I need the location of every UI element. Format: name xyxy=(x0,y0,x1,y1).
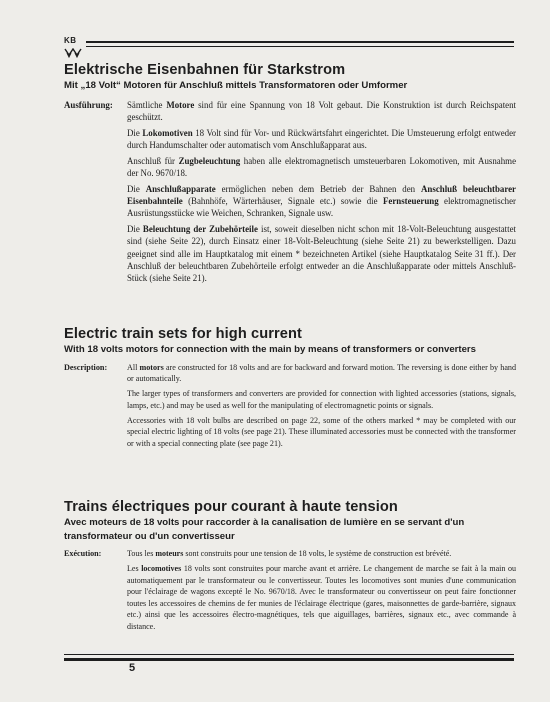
section-english xyxy=(64,326,516,453)
paragraph xyxy=(127,155,516,180)
bold-text: Anschlußapparate xyxy=(145,183,216,194)
description xyxy=(127,99,516,289)
term-label: Ausführung: xyxy=(64,99,113,110)
term-label: Description: xyxy=(64,362,108,372)
text: 18 Volt sind für Vor- und Rückwärtsfahrt eingerichtet. Die Umsteuerung erfolgt entweder durch Handumschalter oder automatisch vom Anschlußapparat aus. xyxy=(127,127,516,150)
header-rule-bottom xyxy=(86,46,514,47)
bold-text: Beleuchtung der Zubehörteile xyxy=(142,224,258,235)
text: Die xyxy=(127,183,146,194)
logo-text: KB xyxy=(64,36,77,45)
header-rule-top xyxy=(86,41,514,43)
paragraph xyxy=(127,548,516,560)
text: 18 volts sont construites pour marche avant et arrière. Le changement de marche se fait à la main ou automatiquement par le transformateur ou le convertisseur. Toutes les locomotives sont munies d'une communication pour l'éclairage de wagons excepté le No. 9670/18. Avec le transformateur ou convertisseur on peut faire fonctionner toutes les accessoires de chemins de fer munies de l'éclairage électrique (gares, maisonnettes de garde-barrière, signaux etc.) ainsi que les accessoires électro-magnétiques, tels que aiguillages, barrières, signaux etc., avec commande à distance. xyxy=(127,564,516,631)
text: Sämtliche xyxy=(127,99,167,110)
footer-rule-top xyxy=(64,654,514,655)
section-body xyxy=(64,548,516,636)
text: haben alle elektromagnetisch umsteuerbaren Lokomotiven, mit Ausnahme der No. 9670/18. xyxy=(127,155,517,178)
text: Les xyxy=(127,564,142,573)
section-french xyxy=(64,499,516,636)
kb-logo xyxy=(64,36,82,58)
paragraph: The larger types of transformers and converters are provided for connection with lighted accessories (stations, signals, lamps, etc.) and may be used as well for the manipulating of electromagnetic points or signals. xyxy=(127,389,516,410)
text: sont construits pour une tension de 18 volts, le système de construction est brévété. xyxy=(183,549,452,558)
section-subtitle: With 18 volts motors for connection with the main by means of transformers or converters xyxy=(64,344,476,355)
paragraph xyxy=(127,223,516,284)
text: Die xyxy=(127,224,143,235)
description xyxy=(127,362,516,454)
bold-text: motors xyxy=(139,362,164,372)
section-title: Elektrische Eisenbahnen für Starkstrom xyxy=(64,62,346,78)
page-number: 5 xyxy=(129,662,136,674)
text: are constructed for 18 volts and are for backward and forward motion. The reversing is done either by hand or automatically. xyxy=(127,362,516,384)
text: elektromagnetischer Ausrüstungsstücke wie Weichen, Schranken, Signale usw. xyxy=(127,196,516,219)
logo-emblem-icon xyxy=(64,48,82,58)
text: (Bahnhöfe, Wärterhäuser, Signale etc.) sowie die xyxy=(182,196,383,207)
section-german xyxy=(64,62,516,288)
section-title: Electric train sets for high current xyxy=(64,326,302,342)
paragraph: Accessories with 18 volt bulbs are described on page 22, some of the others marked * may be completed with our special electric lighting of 18 volts (see page 21). These illuminated accessories must be connected with the transformer or with a special connecting plate (see page 21). xyxy=(127,415,516,449)
bold-text: Fernsteuerung xyxy=(382,196,439,207)
text: ist, soweit dieselben nicht schon mit 18-Volt-Beleuchtung ausgestattet sind (siehe Seite 22), durch Einsatz einer 18-Volt-Beleuchtung (siehe Seite 21) zu bewerkstelligen. Dazu geeignet sind alle im Hauptkatalog mit einem * bezeichneten Artikel (siehe Hauptkatalog Seite 31 ff.). Der Anschluß der beleuchtbaren Zubehörteile erfolgt entweder an die Anschlußapparate oder mittels Anschluß-Stück (siehe Seite 21). xyxy=(127,224,516,284)
bold-text: locomotives xyxy=(141,564,182,573)
text: ermöglichen neben dem Betrieb der Bahnen den xyxy=(215,183,422,194)
text: sind für eine Spannung von 18 Volt gebaut. Die Konstruktion ist durch Reichspatent geschützt. xyxy=(127,99,517,122)
bold-text: moteurs xyxy=(155,549,184,558)
description xyxy=(127,548,516,636)
footer-rule-bottom xyxy=(64,658,514,661)
paragraph xyxy=(127,183,516,220)
bold-text: Zugbeleuchtung xyxy=(178,155,241,166)
paragraph xyxy=(127,563,516,632)
paragraph xyxy=(127,99,516,124)
bold-text: Lokomotiven xyxy=(142,127,193,138)
paragraph xyxy=(127,362,516,385)
section-subtitle: Mit „18 Volt“ Motoren für Anschluß mittels Transformatoren oder Umformer xyxy=(64,80,408,91)
text: Die xyxy=(127,127,143,138)
text: Anschluß für xyxy=(127,155,179,166)
section-subtitle: Avec moteurs de 18 volts pour raccorder à la canalisation de lumière en se servant d'un transformateur ou d'un convertisseur xyxy=(64,517,465,542)
section-title: Trains électriques pour courant à haute tension xyxy=(64,499,398,515)
text: All xyxy=(127,362,140,372)
bold-text: Motore xyxy=(166,99,195,110)
section-body xyxy=(64,362,516,454)
section-body xyxy=(64,99,516,289)
bold-text: Anschluß beleuchtbarer Eisenbahnteile xyxy=(127,183,516,207)
term-label: Exécution: xyxy=(64,549,102,558)
paragraph xyxy=(127,127,516,152)
text: Tous les xyxy=(127,549,156,558)
